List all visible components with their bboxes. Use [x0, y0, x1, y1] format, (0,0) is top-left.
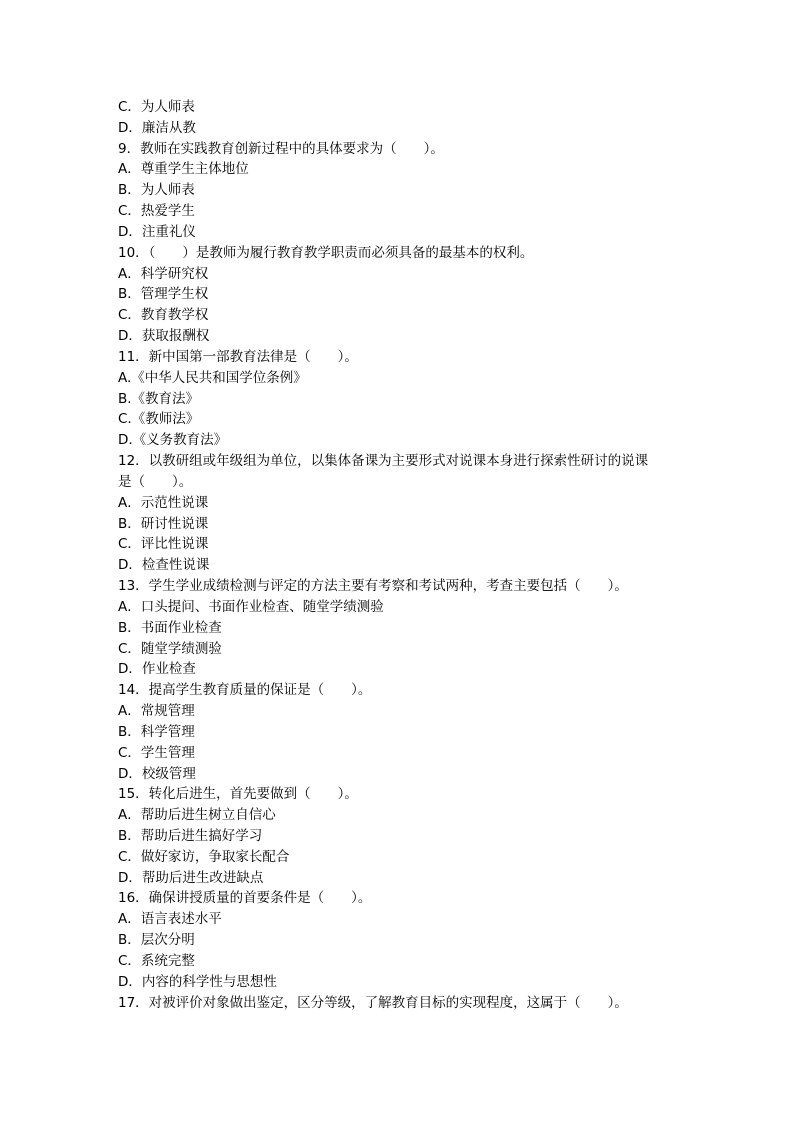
text-line: B．书面作业检查 [118, 619, 222, 636]
text-line: D．检查性说课 [118, 557, 210, 574]
text-line: A．口头提问、书面作业检查、随堂学绩测验 [118, 598, 384, 615]
text-line: D．帮助后进生改进缺点 [118, 869, 264, 886]
question-text: 12．以教研组或年级组为单位，以集体备课为主要形式对说课本身进行探索性研讨的说课 [118, 453, 649, 470]
question-text: 16．确保讲授质量的首要条件是（ ）。 [118, 890, 372, 907]
text-line: B．研讨性说课 [118, 515, 209, 532]
text-line: C．做好家访，争取家长配合 [118, 848, 290, 865]
text-line: B．帮助后进生搞好学习 [118, 827, 263, 844]
text-line: A．常规管理 [118, 703, 195, 720]
text-line: D．获取报酬权 [118, 328, 210, 345]
text-line: A.《中华人民共和国学位条例》 [118, 369, 307, 386]
text-line: B.《教育法》 [118, 390, 200, 407]
text-line: A．科学研究权 [118, 265, 209, 282]
text-line: D．作业检查 [118, 661, 196, 678]
question-text: 11．新中国第一部教育法律是（ ）。 [118, 348, 358, 365]
question-text: 14．提高学生教育质量的保证是（ ）。 [118, 682, 372, 699]
question-text: 9．教师在实践教育创新过程中的具体要求为（ ）。 [118, 140, 444, 157]
text-line: B．管理学生权 [118, 286, 209, 303]
question-text: 17．对被评价对象做出鉴定，区分等级，了解教育目标的实现程度，这属于（ ）。 [118, 994, 628, 1011]
text-line: A．尊重学生主体地位 [118, 161, 249, 178]
text-line: D.《义务教育法》 [118, 432, 228, 449]
text-line: C．评比性说课 [118, 536, 209, 553]
text-line: 是（ ）。 [118, 473, 193, 490]
text-line: D．注重礼仪 [118, 223, 196, 240]
question-text: 10．（ ）是教师为履行教育教学职责而必须具备的最基本的权利。 [118, 244, 534, 261]
text-line: C．随堂学绩测验 [118, 640, 222, 657]
text-line: B．科学管理 [118, 723, 195, 740]
text-line: B．为人师表 [118, 182, 195, 199]
text-line: B．层次分明 [118, 932, 195, 949]
document-body [118, 97, 678, 1013]
text-line: C．为人师表 [118, 99, 195, 115]
question-text: 15．转化后进生，首先要做到（ ）。 [118, 786, 358, 803]
text-line: A．语言表述水平 [118, 911, 222, 928]
text-line: D．校级管理 [118, 765, 196, 782]
text-line: C.《教师法》 [118, 411, 200, 428]
text-line: D．廉洁从教 [118, 119, 196, 136]
text-line: D．内容的科学性与思想性 [118, 973, 277, 990]
text-line: C．学生管理 [118, 744, 195, 761]
text-line: A．帮助后进生树立自信心 [118, 807, 276, 824]
text-line: C．教育教学权 [118, 307, 209, 324]
question-text: 13．学生学业成绩检测与评定的方法主要有考察和考试两种，考查主要包括（ ）。 [118, 578, 628, 595]
text-line: C．系统完整 [118, 952, 195, 969]
text-line: C．热爱学生 [118, 203, 195, 220]
text-line: A．示范性说课 [118, 494, 209, 511]
